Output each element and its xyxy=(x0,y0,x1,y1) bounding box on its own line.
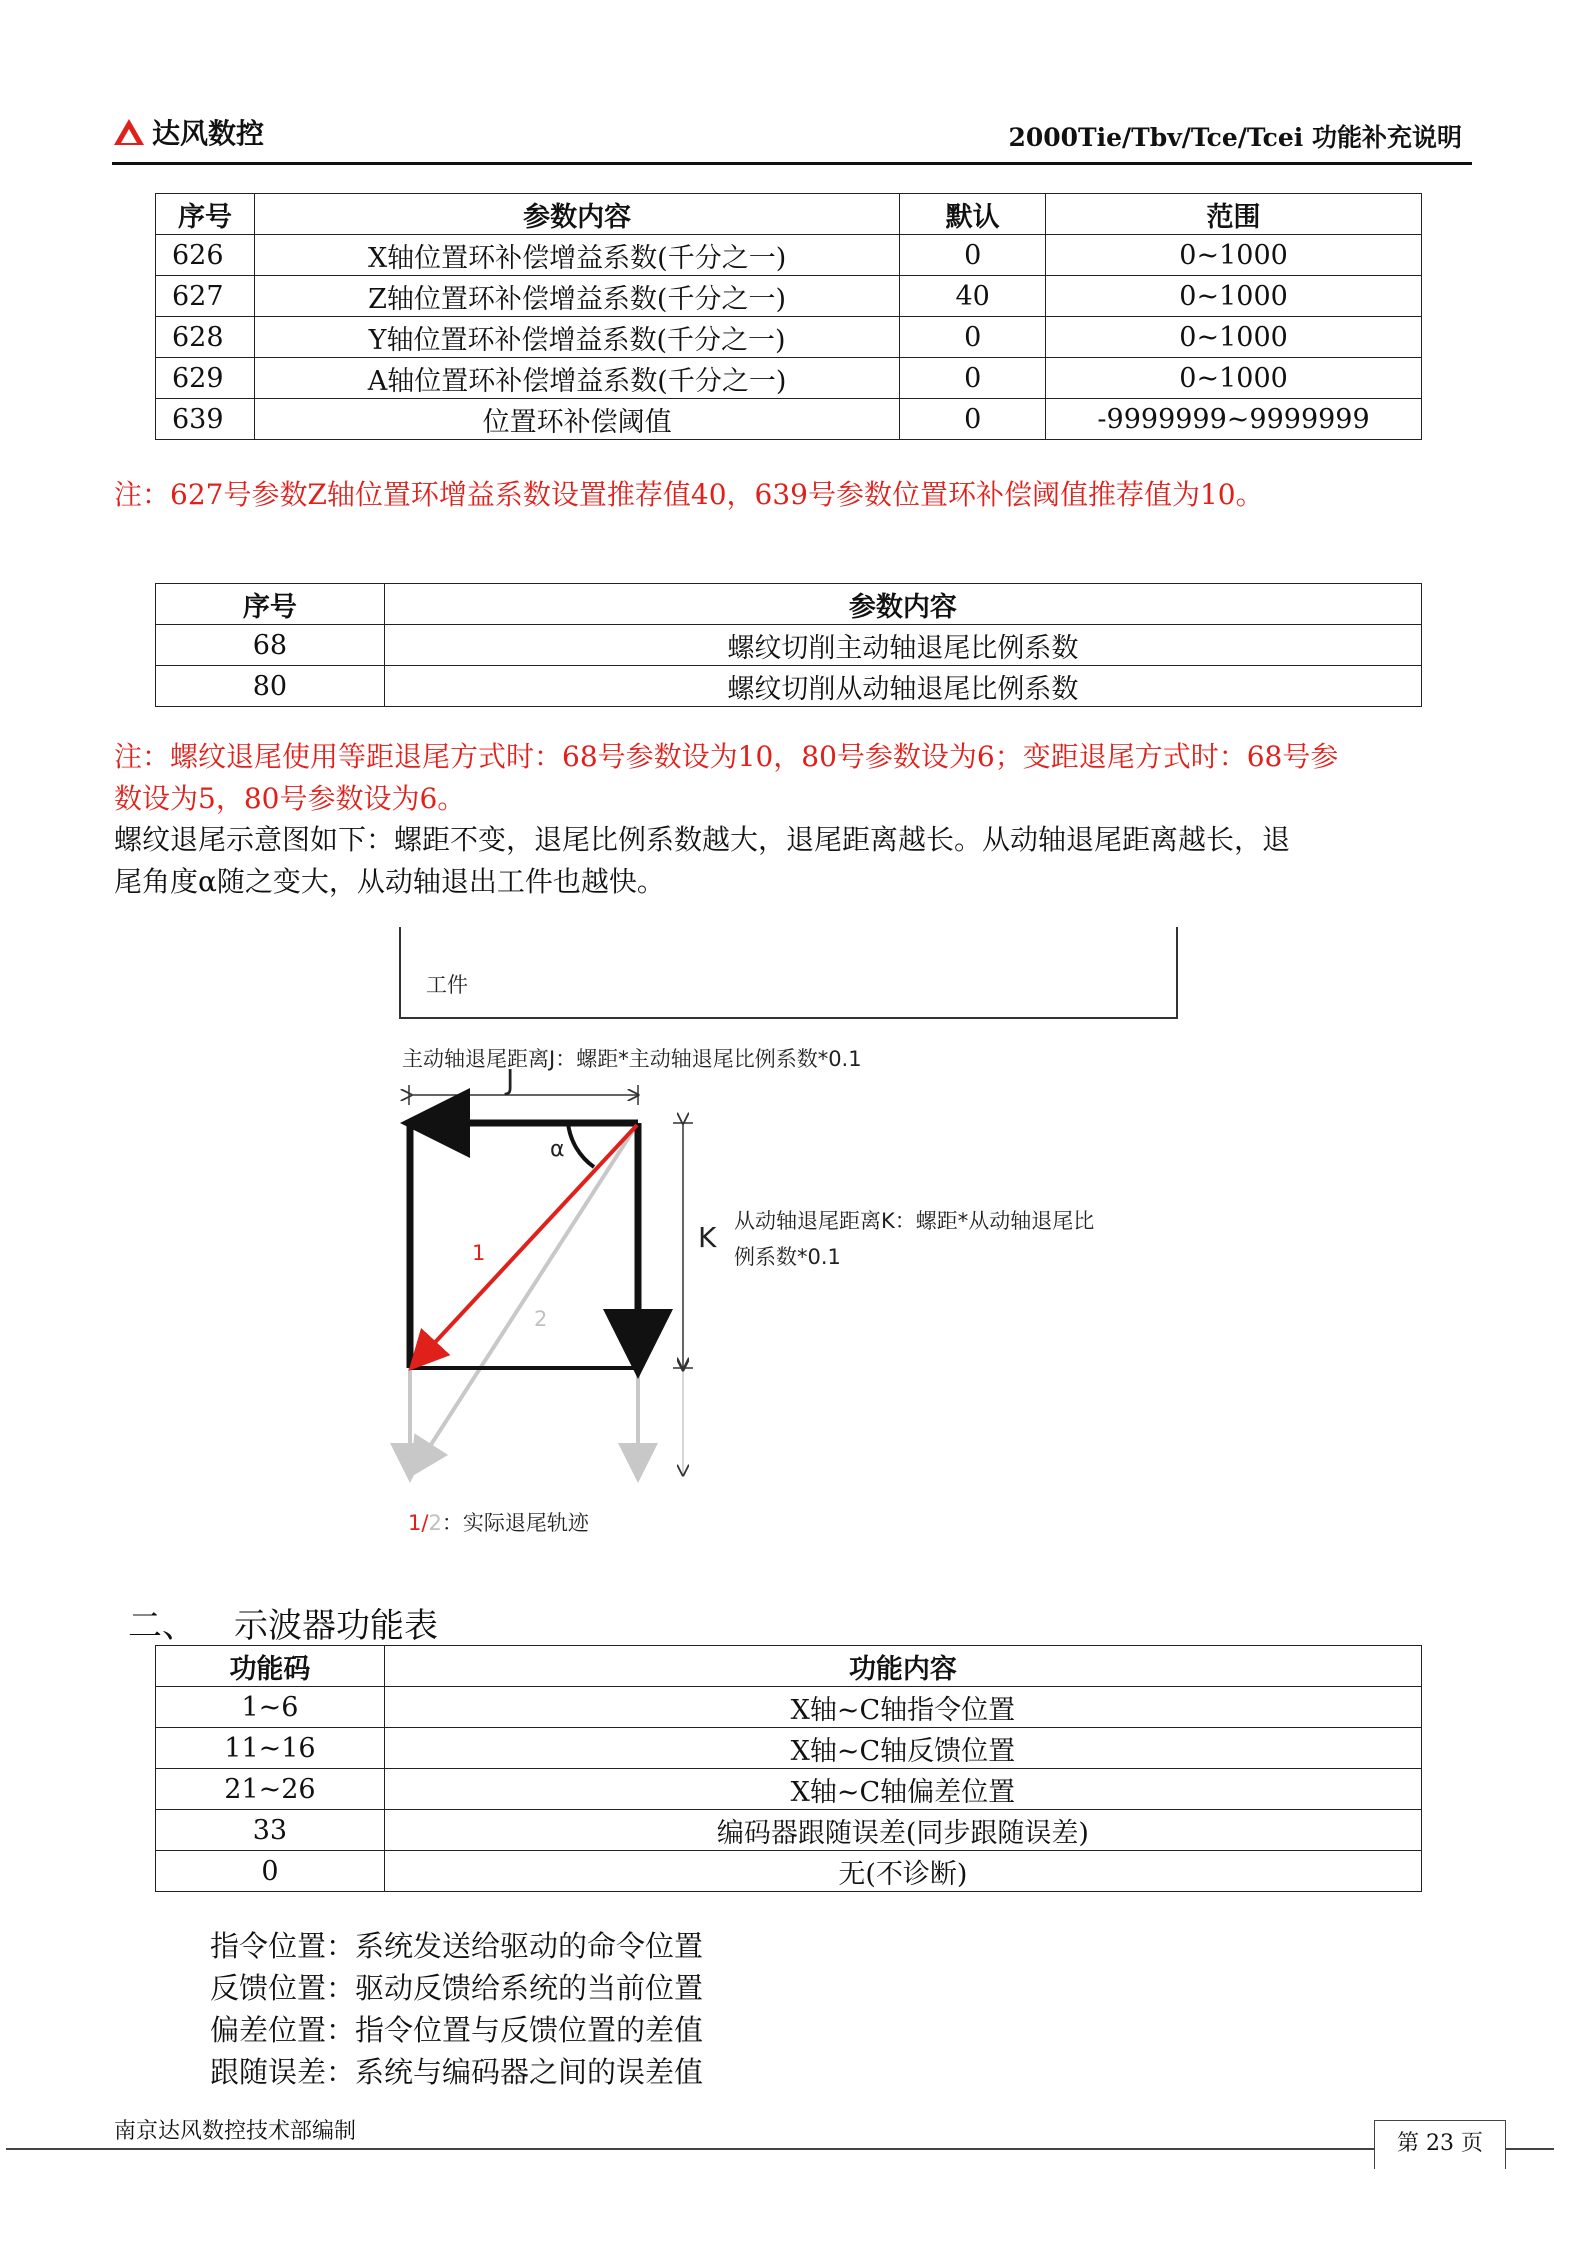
table-row xyxy=(156,666,1422,707)
master-distance-label: 主动轴退尾距离J：螺距*主动轴退尾比例系数*0.1 xyxy=(402,1047,862,1071)
thread-retract-description: 螺纹退尾示意图如下：螺距不变，退尾比例系数越大，退尾距离越长。从动轴退尾距离越长，退 尾角度α随之变大，从动轴退出工件也越快。 xyxy=(114,823,1291,898)
column-header: 范围 xyxy=(1046,194,1422,235)
table-cell: 无(不诊断) xyxy=(384,1851,1421,1892)
company-logo xyxy=(112,108,264,156)
definition-item: 跟随误差：系统与编码器之间的误差值 xyxy=(210,2055,704,2089)
table-cell: Z轴位置环补偿增益系数(千分之一) xyxy=(254,276,899,317)
table-row xyxy=(156,276,1422,317)
table-cell: 编码器跟随误差(同步跟随误差) xyxy=(384,1810,1421,1851)
legend-actual-path: 1/2：实际退尾轨迹 xyxy=(408,1511,589,1535)
alpha-arc xyxy=(568,1123,594,1167)
column-header: 功能内容 xyxy=(384,1646,1421,1687)
table-cell: A轴位置环补偿增益系数(千分之一) xyxy=(254,358,899,399)
table-row xyxy=(156,625,1422,666)
alpha-label: α xyxy=(550,1137,565,1162)
table-cell: X轴~C轴偏差位置 xyxy=(384,1769,1421,1810)
table-header-row xyxy=(156,1646,1422,1687)
path-1-label: 1 xyxy=(472,1241,486,1265)
column-header: 默认 xyxy=(900,194,1046,235)
table-cell: 0~1000 xyxy=(1046,235,1422,276)
oscilloscope-function-table xyxy=(155,1645,1422,1892)
section-title: 示波器功能表 xyxy=(234,1606,438,1646)
definitions-list xyxy=(210,1925,703,2093)
table-row xyxy=(156,1769,1422,1810)
table-cell: 0 xyxy=(900,317,1046,358)
table-cell: 626 xyxy=(156,235,255,276)
column-header: 参数内容 xyxy=(384,584,1421,625)
path-2-line xyxy=(414,1123,638,1471)
header-divider xyxy=(112,162,1472,165)
note-recommended-values: 注：627号参数Z轴位置环增益系数设置推荐值40，639号参数位置环补偿阈值推荐值为10。 xyxy=(114,478,1264,511)
table-header-row xyxy=(156,584,1422,625)
definition-item: 反馈位置：驱动反馈给系统的当前位置 xyxy=(210,1971,704,2005)
column-header: 参数内容 xyxy=(254,194,899,235)
table-cell: 0 xyxy=(900,235,1046,276)
table-row xyxy=(156,1687,1422,1728)
parameter-table-thread-retract xyxy=(155,583,1422,707)
slave-distance-label-line1: 从动轴退尾距离K：螺距*从动轴退尾比 xyxy=(734,1209,1095,1233)
workpiece-outline xyxy=(400,927,1177,1018)
column-header: 功能码 xyxy=(156,1646,385,1687)
table-cell: X轴位置环补偿增益系数(千分之一) xyxy=(254,235,899,276)
workpiece-label: 工件 xyxy=(426,973,468,997)
definition-item: 指令位置：系统发送给驱动的命令位置 xyxy=(210,1929,704,1963)
table-cell: 627 xyxy=(156,276,255,317)
table-cell: 0~1000 xyxy=(1046,276,1422,317)
table-cell: 0~1000 xyxy=(1046,317,1422,358)
diagram-drawing xyxy=(380,925,1200,1545)
table-cell: X轴~C轴反馈位置 xyxy=(384,1728,1421,1769)
table-cell: 639 xyxy=(156,399,255,440)
j-label: J xyxy=(506,1063,515,1096)
table-cell: 33 xyxy=(156,1810,385,1851)
column-header: 序号 xyxy=(156,194,255,235)
table-cell: -9999999~9999999 xyxy=(1046,399,1422,440)
table-row xyxy=(156,317,1422,358)
table-cell: 0 xyxy=(156,1851,385,1892)
table-cell: Y轴位置环补偿增益系数(千分之一) xyxy=(254,317,899,358)
table-cell: 1~6 xyxy=(156,1687,385,1728)
table-cell: 0 xyxy=(900,399,1046,440)
table-row xyxy=(156,399,1422,440)
table-cell: X轴~C轴指令位置 xyxy=(384,1687,1421,1728)
footer-divider xyxy=(6,2148,1554,2150)
table-row xyxy=(156,1810,1422,1851)
table-cell: 0~1000 xyxy=(1046,358,1422,399)
table-cell: 40 xyxy=(900,276,1046,317)
table-cell: 螺纹切削从动轴退尾比例系数 xyxy=(384,666,1421,707)
table-cell: 628 xyxy=(156,317,255,358)
column-header: 序号 xyxy=(156,584,385,625)
table-cell: 68 xyxy=(156,625,385,666)
thread-retract-diagram xyxy=(380,925,1200,1545)
note-thread-settings: 注：螺纹退尾使用等距退尾方式时：68号参数设为10，80号参数设为6；变距退尾方式时：68号参 数设为5，80号参数设为6。 xyxy=(114,740,1339,815)
table-cell: 位置环补偿阈值 xyxy=(254,399,899,440)
footer-publisher: 南京达风数控技术部编制 xyxy=(114,2119,357,2144)
section-number: 二、 xyxy=(128,1606,196,1646)
document-title: 2000Tie/Tbv/Tce/Tcei 功能补充说明 xyxy=(1008,123,1462,152)
table-cell: 螺纹切削主动轴退尾比例系数 xyxy=(384,625,1421,666)
table-cell: 80 xyxy=(156,666,385,707)
section-heading-oscilloscope xyxy=(128,1598,438,1647)
parameter-table-position-loop xyxy=(155,193,1422,440)
path-2-label: 2 xyxy=(534,1307,548,1331)
path-1-line xyxy=(414,1125,637,1365)
company-name: 达风数控 xyxy=(152,117,265,150)
slave-distance-label-line2: 例系数*0.1 xyxy=(734,1245,841,1269)
k-label: K xyxy=(698,1221,717,1254)
table-cell: 21~26 xyxy=(156,1769,385,1810)
table-cell: 11~16 xyxy=(156,1728,385,1769)
logo-triangle-icon xyxy=(112,117,146,147)
table-row xyxy=(156,1851,1422,1892)
table-row xyxy=(156,1728,1422,1769)
table-header-row xyxy=(156,194,1422,235)
table-cell: 629 xyxy=(156,358,255,399)
definition-item: 偏差位置：指令位置与反馈位置的差值 xyxy=(210,2013,704,2047)
table-cell: 0 xyxy=(900,358,1046,399)
table-row xyxy=(156,235,1422,276)
table-row xyxy=(156,358,1422,399)
page-number: 第 23 页 xyxy=(1374,2120,1506,2169)
